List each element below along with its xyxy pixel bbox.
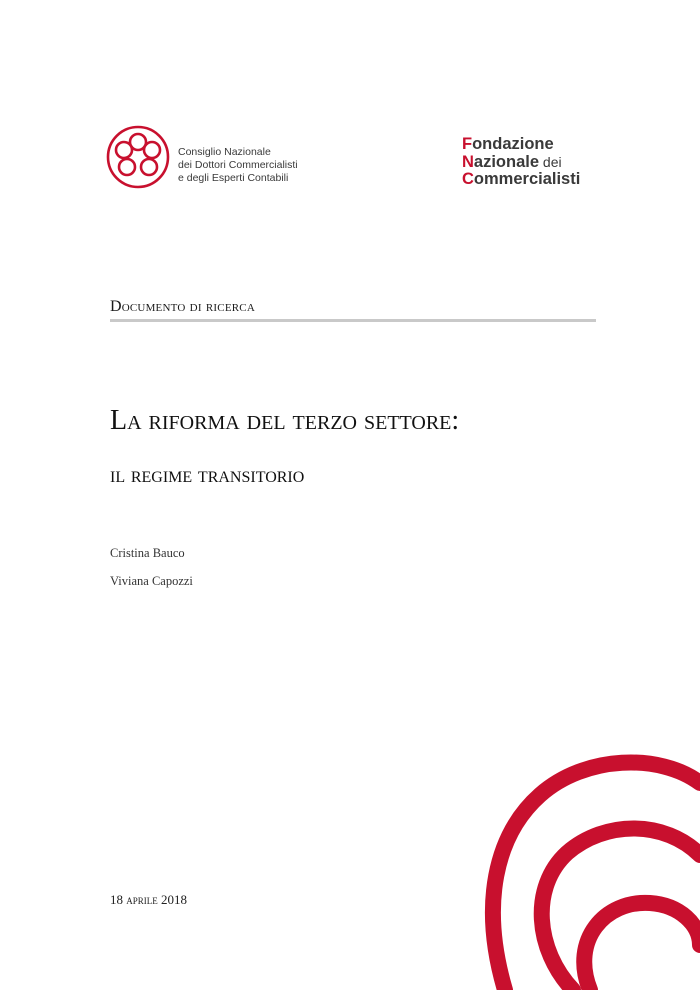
cndcec-name: [178, 146, 298, 185]
logo-initial: C: [462, 170, 474, 188]
document-type-label: Documento di ricerca: [110, 298, 255, 315]
document-subtitle: il regime transitorio: [110, 462, 305, 487]
fondazione-logo-line-2: [462, 154, 580, 172]
red-swirl-icon: [455, 735, 700, 990]
document-date: 18 aprile 2018: [110, 892, 187, 907]
logo-initial: F: [462, 135, 473, 153]
author-name: Viviana Capozzi: [110, 574, 193, 588]
header-divider: [110, 319, 596, 322]
author-name: Cristina Bauco: [110, 546, 185, 560]
fondazione-logo-line-3: [462, 171, 580, 189]
logo-word: azionale: [473, 152, 540, 171]
document-title: La riforma del terzo settore:: [110, 405, 460, 436]
fondazione-logo-line-1: [462, 136, 580, 154]
logo-word: ommercialisti: [473, 170, 581, 188]
logo-word-small: dei: [539, 153, 562, 170]
cndcec-emblem-icon: [105, 124, 171, 190]
logo-initial: N: [462, 152, 474, 171]
cndcec-name-line: Consiglio Nazionale: [178, 146, 271, 158]
cndcec-name-line: dei Dottori Commercialisti: [178, 159, 298, 171]
logo-word: ondazione: [472, 135, 554, 153]
cndcec-logo: [105, 124, 325, 194]
fondazione-logo: [462, 136, 580, 189]
cndcec-name-line: e degli Esperti Contabili: [178, 172, 289, 184]
